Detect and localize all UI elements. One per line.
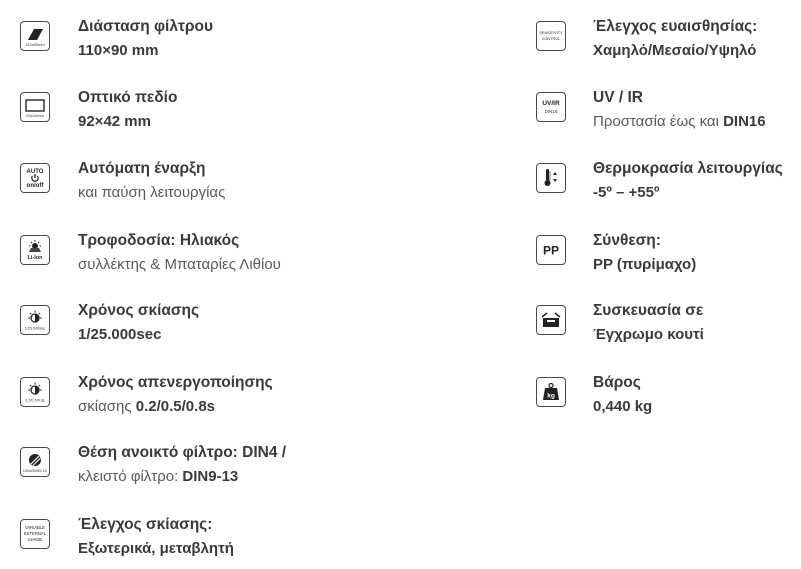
spec-title: Έλεγχος ευαισθησίας: <box>593 18 758 35</box>
auto-on-off-icon <box>20 163 50 193</box>
sensitivity-control-icon <box>536 21 566 51</box>
spec-title: Βάρος <box>593 374 641 391</box>
shade-time-icon <box>20 305 50 335</box>
pp-material-icon <box>536 235 566 265</box>
svg-text:92x42mm: 92x42mm <box>26 113 44 118</box>
spec-title: Θερμοκρασία λειτουργίας <box>593 160 783 177</box>
spec-packaging <box>536 299 704 347</box>
svg-text:DIN4/DIN9-13: DIN4/DIN9-13 <box>23 469 47 473</box>
uv-ir-icon <box>536 92 566 122</box>
filter-size-icon <box>20 21 50 51</box>
spec-value: 110×90 mm <box>78 42 159 59</box>
viewing-area-icon <box>20 92 50 122</box>
spec-title: Αυτόματη έναρξη <box>78 160 206 177</box>
spec-title: Σύνθεση: <box>593 232 661 249</box>
shade-range-icon <box>20 447 50 477</box>
spec-value: και παύση λειτουργίας <box>78 184 226 201</box>
svg-text:0.2/0.5/0.8s: 0.2/0.5/0.8s <box>25 398 45 403</box>
spec-auto-on-off <box>20 157 225 205</box>
svg-text:EXTERNAL: EXTERNAL <box>23 531 47 536</box>
spec-value: Χαμηλό/Μεσαίο/Υψηλό <box>593 42 757 59</box>
spec-value: 0,440 kg <box>593 398 653 415</box>
svg-text:DIN16: DIN16 <box>544 109 558 114</box>
svg-text:CONTROL: CONTROL <box>541 37 561 41</box>
spec-material <box>536 229 696 277</box>
variable-shade-icon <box>20 519 50 549</box>
thermometer-icon <box>536 163 566 193</box>
package-box-icon <box>536 305 566 335</box>
spec-value: 1/25.000sec <box>78 326 162 343</box>
svg-text:SHADE: SHADE <box>27 537 43 542</box>
spec-value: Εξωτερικά, μεταβλητή <box>78 540 234 557</box>
spec-title: Διάσταση φίλτρου <box>78 18 213 35</box>
spec-viewing-area <box>20 86 177 134</box>
spec-shade-range <box>20 441 286 489</box>
svg-text:UV/IR: UV/IR <box>542 100 560 107</box>
svg-text:SENSITIVITY: SENSITIVITY <box>539 31 563 35</box>
svg-text:on/off: on/off <box>26 183 44 189</box>
spec-title: UV / IR <box>593 89 643 106</box>
delay-time-icon <box>20 377 50 407</box>
spec-title: Συσκευασία σε <box>593 302 704 319</box>
spec-title: Οπτικό πεδίο <box>78 89 178 106</box>
spec-value: Έγχρωμο κουτί <box>593 326 704 343</box>
spec-variable-shade <box>20 513 234 561</box>
weight-icon <box>536 377 566 407</box>
spec-value: -5º – +55º <box>593 184 660 201</box>
spec-title: Θέση ανοικτό φίλτρο: DIN4 / <box>78 444 287 461</box>
svg-text:1/25,000sec: 1/25,000sec <box>24 326 46 331</box>
spec-title: Τροφοδοσία: Ηλιακός <box>78 232 240 249</box>
svg-text:AUTO: AUTO <box>26 169 44 175</box>
spec-filter-size <box>20 15 213 63</box>
spec-sensitivity <box>536 15 757 63</box>
svg-text:PP: PP <box>542 243 560 258</box>
spec-temperature <box>536 157 783 205</box>
svg-text:VARIABLE: VARIABLE <box>24 525 46 530</box>
spec-delay-time <box>20 371 273 419</box>
spec-value: 92×42 mm <box>78 113 151 130</box>
spec-value: κλειστό φίλτρο: DIN9-13 <box>78 468 239 485</box>
svg-text:Li-Ion: Li-Ion <box>27 255 43 261</box>
spec-title: Χρόνος σκίασης <box>78 302 200 319</box>
spec-power-supply <box>20 229 281 277</box>
spec-weight <box>536 371 652 419</box>
svg-text:110x90mm: 110x90mm <box>25 42 45 47</box>
solar-li-ion-icon <box>20 235 50 265</box>
svg-text:kg: kg <box>547 392 555 400</box>
spec-shade-time <box>20 299 199 347</box>
spec-value: Προστασία έως και DIN16 <box>593 113 766 130</box>
spec-title: Χρόνος απενεργοποίησης <box>78 374 273 391</box>
spec-title: Έλεγχος σκίασης: <box>78 516 213 533</box>
spec-uv-ir <box>536 86 766 134</box>
spec-value: PP (πυρίμαχο) <box>593 256 697 273</box>
spec-value: σκίασης 0.2/0.5/0.8s <box>78 398 215 415</box>
spec-value: συλλέκτης & Μπαταρίες Λιθίου <box>78 256 281 273</box>
